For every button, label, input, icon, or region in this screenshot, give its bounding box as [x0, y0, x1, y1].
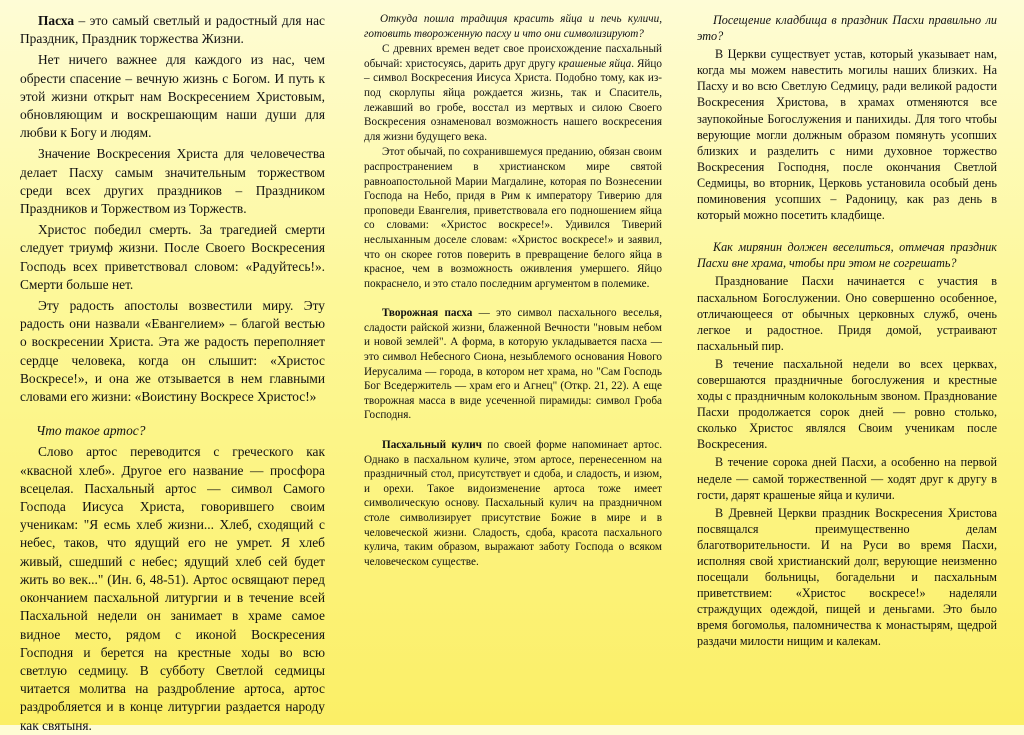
paragraph-pascha-intro: Пасха – это самый светлый и радостный для нас Праздник, Праздник торжества Жизни.: [20, 13, 325, 47]
term-kulich: Пасхальный кулич: [382, 439, 482, 452]
question-celebration: Как мирянин должен веселиться, отмечая праздник Пасхи вне храма, чтобы при этом не согрешать?: [697, 240, 997, 271]
paragraph-eggs: С древних времен ведет свое происхождение пасхальный обычай: христосуясь, дарить друг другу крашеные яйца. Яйцо – символ Воскресения Иисуса Христа. Подобно тому, как из-под скорлупы яйца рождается жизнь, так и Спаситель, лежавший во гробе, восстал из мертвых и силою Своего Воскресения ознаменовал возможность нашего воскресения для жизни будущего века.: [364, 43, 662, 143]
column-middle: [364, 0, 662, 725]
paragraph-radonitsa: В Церкви существует устав, который указывает нам, когда мы можем навестить могилы наших близких. На Пасху и во всю Светлую Седмицу, ради великой радости Воскресения Христова, в храмах отменяются все заупокойные Богослужения и панихиды. Для того чтобы верующие могли должным образом помянуть усопших близких и разделить с ними духовное торжество Воскресения Господня, после окончания Светлой Седмицы, во вторник, Церковь установила особый день поминовения усопших – Радоницу, как раз день в который можно посетить кладбище.: [697, 47, 997, 223]
paragraph-magdalene: Этот обычай, по сохранившемуся преданию, обязан своим распространением в христианском мире святой равноапостольной Марии Магдалине, которая по Вознесении Господа на Небо, придя в Рим к императору Тиверию для проповеди Евангелия, приветствовала его подношением яйца со словами: «Христос воскресе!». Удивился Тиверий неслыханным доселе словам: «Христос воскресе!» и заявил, что он скорее готов поверить в превращение белого яйца в красное, чем в возможность оживления умершего. Яйцо покраснело, и это стало последним аргументом в полемике.: [364, 146, 662, 290]
term-dyed-eggs: крашеные яйца: [558, 57, 632, 70]
paragraph-charity: В Древней Церкви праздник Воскресения Христова посвящался преимущественно делам благотворительности. И на Руси во время Пасхи, исполняя свой христианский долг, верующие неизменно посещали больницы, богадельни и пасхальным приветствием: «Христос воскресе!» наделяли страждущих одеждой, пищей и деньгами. Это было время богомолья, паломничества к монастырям, щедрой раздачи милости нищим и калекам.: [697, 505, 997, 649]
paragraph-apostles: Эту радость апостолы возвестили миру. Эту радость они назвали «Евангелием» – благой вестью о воскресении Христа. Эта же радость переполняет сердце человека, когда он слышит: «Христос Воскресе!», и она же отзывается в нем главными словами его жизни: «Воистину Воскресе Христос!»: [20, 298, 325, 405]
paragraph-forty-days: В течение сорока дней Пасхи, а особенно на первой неделе — самой торжественной — ходят друг к другу в гости, дарят крашеные яйца и куличи.: [697, 455, 997, 502]
term-curd-pascha: Творожная пасха: [382, 307, 473, 320]
paragraph-victory: Христос победил смерть. За трагедией смерти следует триумф жизни. После Своего Воскресения Господь всех приветствовал словом: «Радуйтесь!». Смерти больше нет.: [20, 222, 325, 292]
question-cemetery: Посещение кладбища в праздник Пасхи правильно ли это?: [697, 13, 997, 44]
question-eggs: Откуда пошла традиция красить яйца и печь куличи, готовить твороженную пасху и что они символизируют?: [364, 13, 662, 40]
paragraph-artos: Слово артос переводится с греческого как «квасной хлеб». Другое его название — просфора всецелая. Пасхальный артос — символ Самого Господа Иисуса Христа, говорившего своим ученикам: "Я есмь хлеб жизни... Хлеб, сходящий с небес, таков, что ядущий его не умрет. Я хлеб живый, сшедший с небес; ядущий хлеб сей будет жить во век..." (Ин. 6, 48-51). Артос освящают перед окончанием пасхальной литургии и в течение всей Пасхальной недели он занимает в храме самое видное место, рядом с иконой Воскресения Господня и берется на крестные ходы во всю светлую седмицу. В субботу Светлой седмицы читается молитва на раздробление артоса, артос раздробляется и в конце литургии раздается народу как святыня.: [20, 444, 325, 733]
term-pascha: Пасха: [38, 13, 75, 28]
column-right: [697, 0, 997, 725]
column-left: [20, 0, 325, 733]
paragraph-kulich: Пасхальный кулич по своей форме напоминает артос. Однако в пасхальном куличе, этом артосе, перенесенном на праздничный стол, присутствует и сдоба, и сладость, и изюм, и орехи. Такое видоизменение артоса тоже имеет символическую основу. Пасхальный кулич на праздничном столе символизирует присутствие Божие в мире и в человеческой жизни. Сладость, сдоба, красота пасхального кулича, таким образом, выражают заботу Господа о всяком человеческом существе.: [364, 439, 662, 568]
paragraph-significance: Значение Воскресения Христа для человечества делает Пасху самым значительным торжеством среди всех других праздников – Праздником Праздников и Торжеством из Торжеств.: [20, 146, 325, 217]
question-artos: Что такое артос?: [36, 423, 146, 439]
paragraph-curd-pascha: Творожная пасха — это символ пасхального веселья, сладости райской жизни, блаженной Вечности "новым небом и новой землей". А форма, в которую укладывается пасха — это символ Небесного Сиона, незыблемого основания Нового Иерусалима — города, в котором нет храма, но "Сам Господь Бог Вседержитель — храм его и Агнец" (Откр. 21, 22). А еще творожная масса в виде усеченной пирамиды: символ Гроба Господня.: [364, 307, 662, 422]
paragraph-salvation: Нет ничего важнее для каждого из нас, чем обрести спасение – вечную жизнь с Богом. И путь к этой жизни открыт нам Воскресением Христовым, обновляющим и воскрешающим наши души для любви к Богу и людям.: [20, 52, 325, 141]
paragraph-easter-week: В течение пасхальной недели во всех церквах, совершаются праздничные богослужения и крестные ходы с праздничным колокольным звоном. Празднование Пасхи продолжается сорок дней — ровно столько, сколько Христос являлся Своим ученикам после Воскресения.: [697, 356, 997, 452]
paragraph-service: Празднование Пасхи начинается с участия в пасхальном Богослужении. Оно совершенно особенное, отличающееся от обычных церковных служб, очень легкое и радостное. Придя домой, устраивают пасхальный пир.: [697, 274, 997, 353]
